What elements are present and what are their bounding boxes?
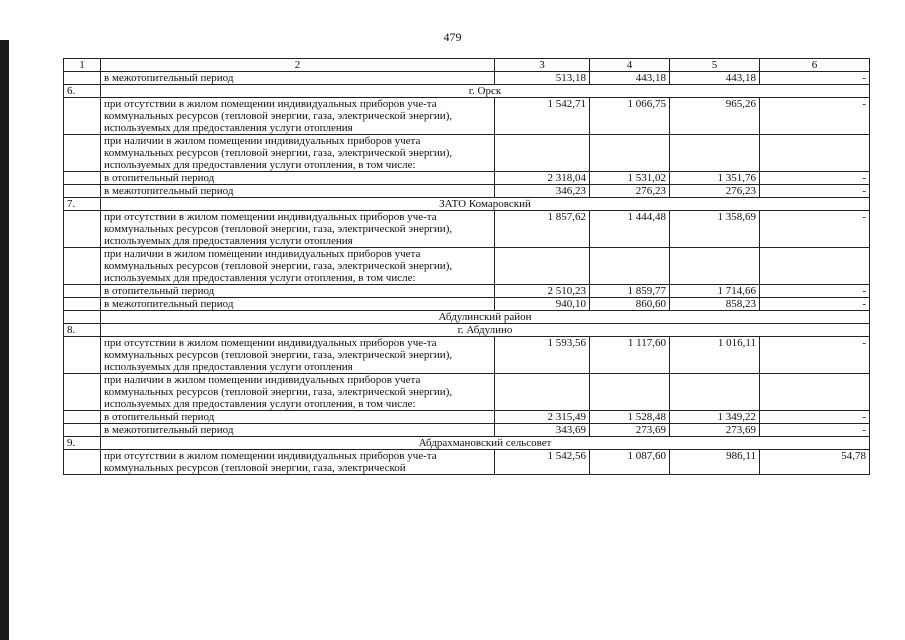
value-col-6: -: [760, 185, 870, 198]
col-header-1: 1: [64, 59, 101, 72]
row-label: при наличии в жилом помещении индивидуальных приборов учета коммунальных ресурсов (тепловой энергии, газа, электрической энергии), используемых для предоставления услуги отопления, в том числе:: [101, 374, 495, 411]
value-col-3: 1 857,62: [495, 211, 590, 248]
value-col-3: 2 318,04: [495, 172, 590, 185]
table-row: [64, 135, 870, 172]
empty-cell: [670, 248, 760, 285]
empty-cell: [495, 135, 590, 172]
empty-cell: [760, 374, 870, 411]
empty-cell: [64, 411, 101, 424]
value-col-5: 443,18: [670, 72, 760, 85]
empty-cell: [64, 450, 101, 475]
value-col-3: 513,18: [495, 72, 590, 85]
value-col-4: 1 117,60: [590, 337, 670, 374]
table-row: [64, 98, 870, 135]
empty-cell: [64, 72, 101, 85]
table-row: [64, 424, 870, 437]
value-col-3: 2 315,49: [495, 411, 590, 424]
row-label: при отсутствии в жилом помещении индивидуальных приборов уче-та коммунальных ресурсов (тепловой энергии, газа, электрической энергии), используемых для предоставления услуги отопления: [101, 211, 495, 248]
table-row: [64, 185, 870, 198]
empty-cell: [590, 248, 670, 285]
row-label: при отсутствии в жилом помещении индивидуальных приборов уче-та коммунальных ресурсов (тепловой энергии, газа, электрической энергии), используемых для предоставления услуги отопления: [101, 337, 495, 374]
value-col-3: 2 510,23: [495, 285, 590, 298]
value-col-4: 860,60: [590, 298, 670, 311]
empty-cell: [590, 135, 670, 172]
empty-cell: [64, 135, 101, 172]
value-col-6: -: [760, 298, 870, 311]
value-col-4: 1 859,77: [590, 285, 670, 298]
empty-cell: [64, 285, 101, 298]
empty-cell: [670, 135, 760, 172]
value-col-5: 1 714,66: [670, 285, 760, 298]
empty-cell: [64, 211, 101, 248]
table-row: [64, 337, 870, 374]
table-row: [64, 411, 870, 424]
value-col-3: 940,10: [495, 298, 590, 311]
empty-cell: [64, 98, 101, 135]
empty-cell: [670, 374, 760, 411]
value-col-5: 1 016,11: [670, 337, 760, 374]
value-col-3: 343,69: [495, 424, 590, 437]
section-title: ЗАТО Комаровский: [101, 198, 870, 211]
table-row: [64, 450, 870, 475]
value-col-5: 965,26: [670, 98, 760, 135]
col-header-5: 5: [670, 59, 760, 72]
value-col-4: 1 066,75: [590, 98, 670, 135]
district-row: [64, 311, 870, 324]
empty-cell: [760, 248, 870, 285]
row-label: при наличии в жилом помещении индивидуальных приборов учета коммунальных ресурсов (тепловой энергии, газа, электрической энергии), используемых для предоставления услуги отопления, в том числе:: [101, 135, 495, 172]
col-header-2: 2: [101, 59, 495, 72]
row-label: при отсутствии в жилом помещении индивидуальных приборов уче-та коммунальных ресурсов (тепловой энергии, газа, электрической: [101, 450, 495, 475]
value-col-6: -: [760, 337, 870, 374]
empty-cell: [495, 374, 590, 411]
value-col-5: 986,11: [670, 450, 760, 475]
empty-cell: [64, 424, 101, 437]
row-label: при отсутствии в жилом помещении индивидуальных приборов уче-та коммунальных ресурсов (тепловой энергии, газа, электрической энергии), используемых для предоставления услуги отопления: [101, 98, 495, 135]
row-label: в межотопительный период: [101, 298, 495, 311]
value-col-3: 1 542,71: [495, 98, 590, 135]
value-col-4: 1 531,02: [590, 172, 670, 185]
col-header-3: 3: [495, 59, 590, 72]
district-title: Абдулинский район: [101, 311, 870, 324]
empty-cell: [64, 374, 101, 411]
value-col-3: 346,23: [495, 185, 590, 198]
page-number: 479: [443, 30, 462, 44]
empty-cell: [64, 337, 101, 374]
value-col-4: 1 087,60: [590, 450, 670, 475]
section-row: [64, 437, 870, 450]
section-number: 8.: [64, 324, 101, 337]
value-col-5: 273,69: [670, 424, 760, 437]
value-col-4: 443,18: [590, 72, 670, 85]
section-row: [64, 324, 870, 337]
empty-cell: [64, 248, 101, 285]
value-col-4: 273,69: [590, 424, 670, 437]
row-label: при наличии в жилом помещении индивидуальных приборов учета коммунальных ресурсов (тепловой энергии, газа, электрической энергии), используемых для предоставления услуги отопления, в том числе:: [101, 248, 495, 285]
value-col-6: -: [760, 285, 870, 298]
value-col-6: -: [760, 98, 870, 135]
value-col-5: 1 358,69: [670, 211, 760, 248]
empty-cell: [64, 172, 101, 185]
empty-cell: [64, 311, 101, 324]
value-col-3: 1 593,56: [495, 337, 590, 374]
scan-edge-bar: [0, 40, 9, 640]
table-row: [64, 285, 870, 298]
value-col-6: -: [760, 172, 870, 185]
value-col-4: 276,23: [590, 185, 670, 198]
value-col-5: 1 351,76: [670, 172, 760, 185]
empty-cell: [590, 374, 670, 411]
table-row: [64, 72, 870, 85]
section-row: [64, 85, 870, 98]
section-title: г. Орск: [101, 85, 870, 98]
value-col-6: -: [760, 424, 870, 437]
section-number: 6.: [64, 85, 101, 98]
col-header-4: 4: [590, 59, 670, 72]
table-row: [64, 298, 870, 311]
section-number: 9.: [64, 437, 101, 450]
value-col-5: 276,23: [670, 185, 760, 198]
value-col-4: 1 444,48: [590, 211, 670, 248]
table-row: [64, 172, 870, 185]
table-row: [64, 374, 870, 411]
value-col-5: 1 349,22: [670, 411, 760, 424]
row-label: в межотопительный период: [101, 72, 495, 85]
section-row: [64, 198, 870, 211]
empty-cell: [760, 135, 870, 172]
empty-cell: [64, 185, 101, 198]
value-col-5: 858,23: [670, 298, 760, 311]
value-col-3: 1 542,56: [495, 450, 590, 475]
row-label: в межотопительный период: [101, 424, 495, 437]
row-label: в отопительный период: [101, 285, 495, 298]
value-col-6: -: [760, 411, 870, 424]
row-label: в отопительный период: [101, 411, 495, 424]
value-col-6: -: [760, 72, 870, 85]
table-row: [64, 248, 870, 285]
value-col-6: -: [760, 211, 870, 248]
section-title: г. Абдулино: [101, 324, 870, 337]
table-body: [64, 72, 870, 475]
section-title: Абдрахмановский сельсовет: [101, 437, 870, 450]
col-header-6: 6: [760, 59, 870, 72]
tariff-table: [63, 58, 870, 475]
table-row: [64, 211, 870, 248]
empty-cell: [495, 248, 590, 285]
value-col-4: 1 528,48: [590, 411, 670, 424]
row-label: в отопительный период: [101, 172, 495, 185]
section-number: 7.: [64, 198, 101, 211]
row-label: в межотопительный период: [101, 185, 495, 198]
empty-cell: [64, 298, 101, 311]
column-number-row: [64, 59, 870, 72]
value-col-6: 54,78: [760, 450, 870, 475]
